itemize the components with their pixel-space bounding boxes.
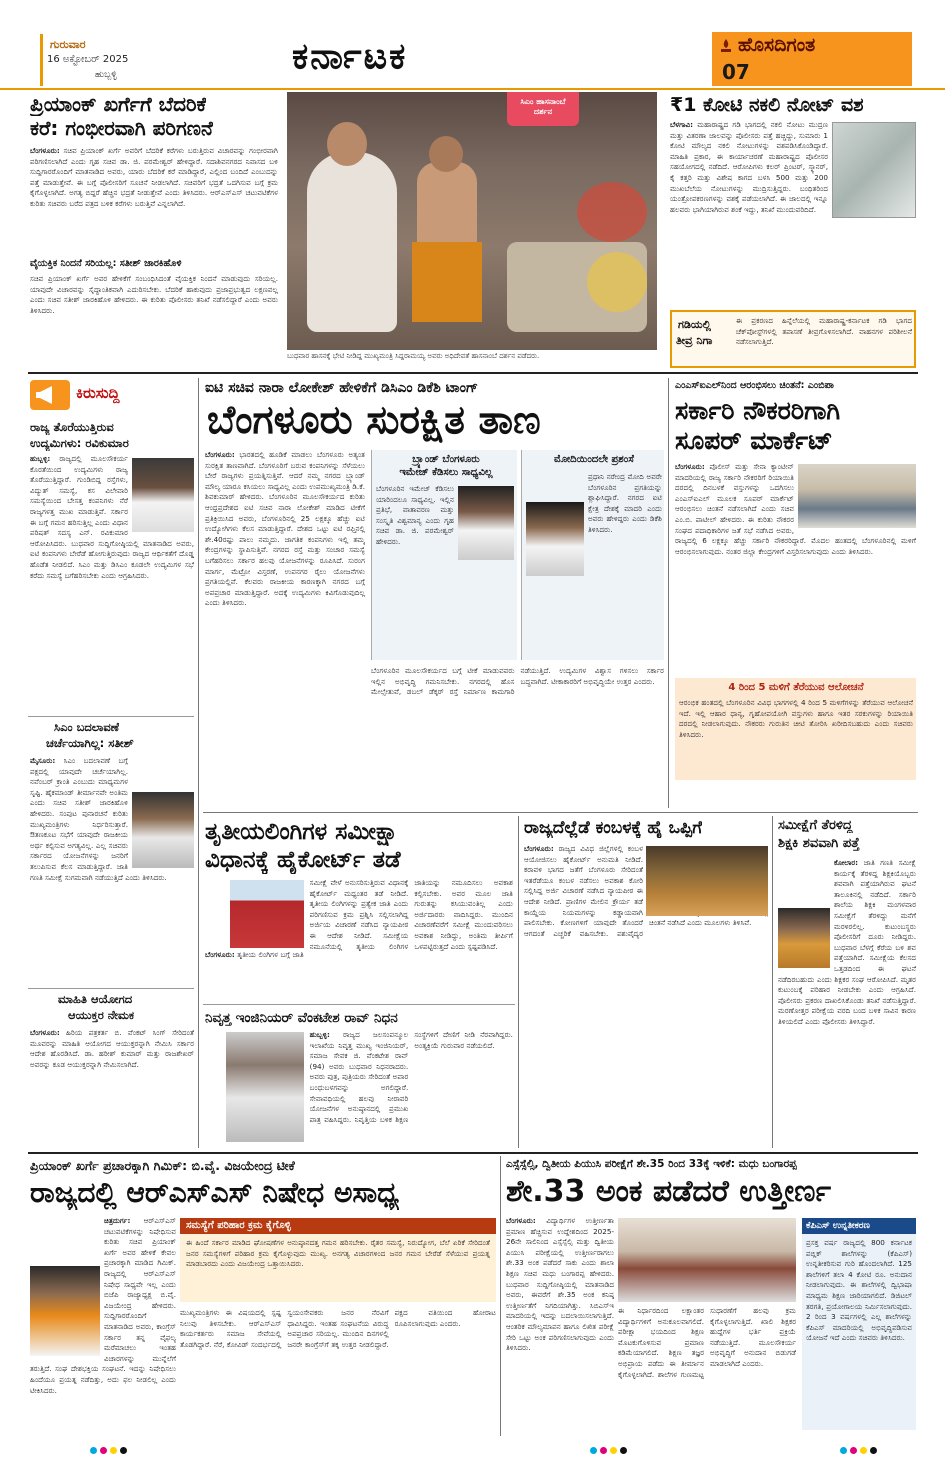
rss-body2: ಮುಖ್ಯಮಂತ್ರಿಗಳು ಈ ವಿಷಯದಲ್ಲಿ ಸ್ಪಷ್ಟ ನಿಲುವು ತಿಳಿಸಬೇಕು. ಆರ್‌ಎಸ್‌ಎಸ್ ಕಾರ್ಯಕರ್ತರು ಸಮಾಜ ಸೇವೆಯಲ್ಲಿ ತೊಡಗಿದ್ದಾರೆ. ನೆರೆ, ಕೋವಿಡ್ ಸಂದರ್ಭದಲ್ಲಿ ಸ್ವಯಂಸೇವಕರು ಜನರ ನೆರವಿಗೆ ಧಾವಿಸಿದ್ದರು. ಇಂತಹ ಸಂಘಟನೆಯ ವಿರುದ್ಧ ಅಪಪ್ರಚಾರ ಸರಿಯಲ್ಲ. ಮುಂದಿನ ದಿನಗಳಲ್ಲಿ ಜನರೇ ಕಾಂಗ್ರೆಸ್‌ಗೆ ತಕ್ಕ ಉತ್ತರ ನೀಡಲಿದ್ದಾರೆ. ಪಕ್ಷದ ವತಿಯಿಂದ ಹೋರಾಟ ರೂಪಿಸಲಾಗುವುದು ಎಂದರು. [180, 1308, 496, 1349]
fake-notes-dateline: ಬೆಳಗಾವಿ: [670, 120, 694, 129]
fake-notes-title: ₹1 ಕೋಟಿ ನಕಲಿ ನೋಟ್ ವಶ [670, 94, 864, 116]
supermarket-photo [798, 464, 916, 528]
obit-dateline: ಹುಬ್ಬಳ್ಳಿ: [309, 1030, 330, 1039]
story-obituary [203, 1008, 515, 1148]
blr-dateline: ಬೆಂಗಳೂರು: [205, 450, 235, 459]
teacher-text: ಜಾತಿ ಗಣತಿ ಸಮೀಕ್ಷೆ ಕಾರ್ಯಕ್ಕೆ ತೆರಳಿದ್ದ ಶಿಕ್ಷಕಿಯೊಬ್ಬರು ಶವವಾಗಿ ಪತ್ತೆಯಾಗಿರುವ ಘಟನೆ ತಾಲೂಕಿನಲ್ಲಿ ನಡೆದಿದೆ. ಸರ್ಕಾರಿ ಶಾಲೆಯ ಶಿಕ್ಷಕಿ ಮಂಗಳವಾರ ಸಮೀಕ್ಷೆಗೆ ತೆರಳಿದ್ದು ಮನೆಗೆ ಮರಳಿರಲಿಲ್ಲ. ಕುಟುಂಬಸ್ಥರು ಪೊಲೀಸರಿಗೆ ದೂರು ನೀಡಿದ್ದರು. ಬುಧವಾರ ಬೆಳಗ್ಗೆ ಕೆರೆಯ ಬಳಿ ಶವ ಪತ್ತೆಯಾಗಿದೆ. ಸಮೀಕ್ಷೆಯ ಕೆಲಸದ ಒತ್ತಡದಿಂದ ಈ ಘಟನೆ ನಡೆದಿರಬಹುದು ಎಂದು ಶಿಕ್ಷಕರ ಸಂಘ ಆರೋಪಿಸಿದೆ. ಮೃತರ ಕುಟುಂಬಕ್ಕೆ ಪರಿಹಾರ ನೀಡಬೇಕು ಎಂದು ಆಗ್ರಹಿಸಿದೆ. ಪೊಲೀಸರು ಪ್ರಕರಣ ದಾಖಲಿಸಿಕೊಂಡು ತನಿಖೆ ನಡೆಸುತ್ತಿದ್ದಾರೆ. ಮರಣೋತ್ತರ ಪರೀಕ್ಷೆಯ ವರದಿ ಬಂದ ಬಳಿಕ ಸಾವಿನ ಕಾರಣ ತಿಳಿಯಲಿದೆ ಎಂದು ಪೊಲೀಸರು ತಿಳಿಸಿದ್ದಾರೆ. [778, 858, 916, 1026]
cm-temple-photo [287, 92, 657, 350]
exam-dateline: ಬೆಂಗಳೂರು: [506, 1216, 536, 1225]
tg-title-2: ವಿಧಾನಕ್ಕೆ ಹೈಕೋರ್ಟ್ ತಡೆ [205, 847, 401, 873]
blr-box2-title: ಮೋದಿಯಿಂದಲೇ ಪ್ರಶಂಸೆ [554, 454, 634, 465]
exam-kicker: ಎಸ್ಸೆಸ್ಸೆಲ್ಸಿ, ದ್ವಿತೀಯ ಪಿಯುಸಿ ಪರೀಕ್ಷೆಗೆ ಶೇ.35 ರಿಂದ 33ಕ್ಕೆ ಇಳಿಕೆ: ಮಧು ಬಂಗಾರಪ್ಪ [506, 1158, 797, 1170]
supermarket-box-body: ಆರಂಭಿಕ ಹಂತದಲ್ಲಿ ಬೆಂಗಳೂರಿನ ವಿವಿಧ ಭಾಗಗಳಲ್ಲಿ 4 ರಿಂದ 5 ಮಳಿಗೆಗಳನ್ನು ತೆರೆಯುವ ಆಲೋಚನೆ ಇದೆ. ಇಲ್ಲಿ ಆಹಾರ ಧಾನ್ಯ, ಗೃಹೋಪಯೋಗಿ ವಸ್ತುಗಳು ಹಾಗೂ ಇತರ ಸರಕುಗಳನ್ನು ರಿಯಾಯಿತಿ ದರದಲ್ಲಿ ನೀಡಲಾಗುವುದು. ನೌಕರರು ಗುರುತಿನ ಚೀಟಿ ತೋರಿಸಿ ಖರೀದಿಸಬಹುದು ಎಂದು ಸಚಿವರು ತಿಳಿಸಿದರು. [679, 698, 913, 739]
blr-box1-title-2: ಇಮೇಜ್ ಕೆಡಿಸಲು ಸಾಧ್ಯವಿಲ್ಲ [399, 467, 493, 478]
blr-box2-text: ಪ್ರಧಾನಿ ನರೇಂದ್ರ ಮೋದಿ ಅವರೇ ಬೆಂಗಳೂರಿನ ಪ್ರಗತಿಯನ್ನು ಶ್ಲಾಘಿಸಿದ್ದಾರೆ. ನಗರದ ಐಟಿ ಕ್ಷೇತ್ರ ದೇಶಕ್ಕೆ ಮಾದರಿ ಎಂದು ಅವರು ಹೇಳಿದ್ದರು ಎಂದು ಡಿಕೆಶಿ ತಿಳಿಸಿದರು. [588, 472, 662, 534]
blr-box1 [371, 450, 517, 660]
tg-title-1: ತೃತೀಯಲಿಂಗಿಗಳ ಸಮೀಕ್ಷಾ [205, 819, 399, 845]
high-court-photo [230, 880, 304, 948]
story-supermarket [673, 378, 918, 808]
story-threat-sub-body: ಸಚಿವ ಪ್ರಿಯಾಂಕ್ ಖರ್ಗೆ ಅವರ ಹೇಳಿಕೆಗೆ ಸಂಬಂಧಿಸಿದಂತೆ ವೈಯಕ್ತಿಕ ನಿಂದನೆ ಮಾಡುವುದು ಸರಿಯಲ್ಲ. ಯಾವುದೇ ವಿಚಾರವನ್ನು ಸೈದ್ಧಾಂತಿಕವಾಗಿ ಎದುರಿಸಬೇಕು. ಬೆದರಿಕೆ ಹಾಕುವುದು ಪ್ರಜಾಪ್ರಭುತ್ವದ ಲಕ್ಷಣವಲ್ಲ ಎಂದು ಸಚಿವ ಸತೀಶ್ ಜಾರಕಿಹೊಳಿ ಹೇಳಿದರು. ಈ ಕುರಿತು ಪೊಲೀಸರು ತನಿಖೆ ನಡೆಸಲಿದ್ದಾರೆ ಎಂದು ಅವರು ತಿಳಿಸಿದರು. [30, 274, 278, 315]
masthead-date: 16 ಅಕ್ಟೋಬರ್ 2025 [47, 54, 129, 65]
parameshwar-photo [458, 486, 514, 560]
kirusuddi-header [28, 378, 192, 414]
n3-body [30, 1028, 194, 1144]
supermarket-text: ಪೊಲೀಸ್ ಮತ್ತು ಸೇನಾ ಕ್ಯಾಂಟೀನ್ ಮಾದರಿಯಲ್ಲಿ ರಾಜ್ಯ ಸರ್ಕಾರಿ ನೌಕರರಿಗೆ ರಿಯಾಯಿತಿ ದರದಲ್ಲಿ ದಿನಬಳಕೆ ವಸ್ತುಗಳನ್ನು ಒದಗಿಸಲು ಎಂಎಸ್‌ಐಎಲ್ ಮೂಲಕ ಸೂಪರ್ ಮಾರ್ಕೆಟ್ ಆರಂಭಿಸಲು ಚಿಂತನೆ ನಡೆಸಲಾಗಿದೆ ಎಂದು ಸಚಿವ ಎಂ.ಬಿ. ಪಾಟೀಲ್ ಹೇಳಿದರು. ಈ ಕುರಿತು ನೌಕರರ ಸಂಘದ ಪದಾಧಿಕಾರಿಗಳ ಜತೆ ಸಭೆ ನಡೆಸಿದ ಅವರು, ರಾಜ್ಯದಲ್ಲಿ 6 ಲಕ್ಷಕ್ಕೂ ಹೆಚ್ಚು ಸರ್ಕಾರಿ ನೌಕರರಿದ್ದಾರೆ. ಮೊದಲ ಹಂತದಲ್ಲಿ ಬೆಂಗಳೂರಿನಲ್ಲಿ ಮಳಿಗೆ ಆರಂಭಿಸಲಾಗುವುದು. ನಂತರ ಜಿಲ್ಲಾ ಕೇಂದ್ರಗಳಿಗೆ ವಿಸ್ತರಿಸಲಾಗುವುದು ಎಂದು ತಿಳಿಸಿದರು. [675, 462, 916, 556]
rss-box-body: ಈ ಹಿಂದೆ ಸರ್ಕಾರ ಮಾಡಿದ ಘೋಷಣೆಗಳ ಅನುಷ್ಠಾನದತ್ತ ಗಮನ ಹರಿಸಬೇಕು. ರೈತರ ಸಮಸ್ಯೆ, ನಿರುದ್ಯೋಗ, ಬೆಲೆ ಏರಿಕೆ ಸೇರಿದಂತೆ ಜನರ ಸಮಸ್ಯೆಗಳಿಗೆ ಪರಿಹಾರ ಕ್ರಮ ಕೈಗೊಳ್ಳುವುದು ಮುಖ್ಯ. ಅನಗತ್ಯ ವಿಚಾರಗಳಿಂದ ಜನರ ಗಮನ ಬೇರೆಡೆ ಸೆಳೆಯುವ ಪ್ರಯತ್ನ ಮಾಡಬಾರದು ಎಂದು ವಿಜಯೇಂದ್ರ ಒತ್ತಾಯಿಸಿದರು. [186, 1238, 490, 1269]
n2-dateline: ಮೈಸೂರು: [30, 756, 56, 765]
obit-title: ನಿವೃತ್ತ ಇಂಜಿನಿಯರ್ ವೆಂಕಟೇಶ ರಾವ್ ನಿಧನ [205, 1010, 398, 1026]
n3-title-1: ಮಾಹಿತಿ ಆಯೋಗದ [58, 992, 133, 1006]
story-threat-title-1: ಪ್ರಿಯಾಂಕ್ ಖರ್ಗೆಗೆ ಬೆದರಿಕೆ [30, 92, 207, 116]
kambala-text: ರಾಜ್ಯದ ವಿವಿಧ ಜಿಲ್ಲೆಗಳಲ್ಲಿ ಕಂಬಳ ಆಯೋಜಿಸಲು ಹೈಕೋರ್ಟ್ ಅನುಮತಿ ನೀಡಿದೆ. ಕರಾವಳಿ ಭಾಗದ ಜತೆಗೆ ಬೆಂಗಳೂರು ಸೇರಿದಂತೆ ಇತರೆಡೆಯೂ ಕಂಬಳ ನಡೆಸಲು ಅವಕಾಶ ಕೋರಿ ಸಲ್ಲಿಸಿದ್ದ ಅರ್ಜಿ ವಿಚಾರಣೆ ನಡೆಸಿದ ನ್ಯಾಯಪೀಠ ಈ ಆದೇಶ ನೀಡಿದೆ. ಪ್ರಾಣಿಗಳ ಮೇಲಿನ ಕ್ರೌರ್ಯ ತಡೆ ಕಾಯ್ದೆಯ ನಿಯಮಗಳನ್ನು ಕಡ್ಡಾಯವಾಗಿ ಪಾಲಿಸಬೇಕು. ಕೋಣಗಳಿಗೆ ಯಾವುದೇ ತೊಂದರೆ ಆಗದಂತೆ ಎಚ್ಚರಿಕೆ ವಹಿಸಬೇಕು. ಪಶುವೈದ್ಯರ ಚಿಂತನೆ ನಡೆಸಿದೆ ಎಂದು ಮೂಲಗಳು ತಿಳಿಸಿವೆ. [524, 844, 752, 938]
paper-logo-box [712, 32, 912, 86]
blr-kicker: ಐಟಿ ಸಚಿವ ನಾರಾ ಲೋಕೇಶ್ ಹೇಳಿಕೆಗೆ ಡಿಸಿಎಂ ಡಿಕೆಶಿ ಟಾಂಗ್ [205, 380, 479, 396]
section-title: ಕರ್ನಾಟಕ [292, 36, 408, 77]
fake-notes-photo [832, 122, 916, 218]
cm-temple-caption: ಬುಧವಾರ ಹಾಸನಕ್ಕೆ ಭೇಟಿ ನೀಡಿದ್ದ ಮುಖ್ಯಮಂತ್ರಿ ಸಿದ್ದರಾಮಯ್ಯ ಅವರು ಅಧಿದೇವತೆ ಹಾಸನಾಂಬೆ ದರ್ಶನ ಪಡೆದರು. [287, 352, 540, 360]
n2-title-1: ಸಿಎಂ ಬದಲಾವಣೆ [54, 720, 120, 734]
rss-body [30, 1216, 176, 1430]
n2-title-2: ಚರ್ಚೆಯಾಗಿಲ್ಲ: ಸತೀಶ್ [46, 736, 134, 750]
story-teacher [776, 816, 918, 1148]
n3-title-2: ಆಯುಕ್ತರ ನೇಮಕ [68, 1008, 135, 1022]
dks-photo [526, 502, 584, 576]
fake-notes-body-col [670, 120, 916, 304]
tg-dateline: ಬೆಂಗಳೂರು: [205, 950, 235, 959]
supermarket-box [675, 678, 916, 780]
teacher-title-1: ಸಮೀಕ್ಷೆಗೆ ತೆರಳಿದ್ದ [778, 818, 853, 833]
rss-box [180, 1218, 496, 1302]
kps-box [802, 1218, 916, 1430]
story-threat-subhead: ವೈಯಕ್ತಿಕ ನಿಂದನೆ ಸರಿಯಲ್ಲ: ಸತೀಶ್ ಜಾರಕಿಹೊಳಿ [30, 258, 182, 269]
n1-title-2: ಉದ್ಯಮಿಗಳು: ರವಿಕುಮಾರ [30, 436, 129, 450]
story-threat-body [30, 146, 278, 254]
rss-text: ಆರ್‌ಎಸ್‌ಎಸ್ ಚಟುವಟಿಕೆಗಳನ್ನು ನಿಷೇಧಿಸುವ ಕುರಿತು ಸಚಿವ ಪ್ರಿಯಾಂಕ್ ಖರ್ಗೆ ಅವರ ಹೇಳಿಕೆ ಕೇವಲ ಪ್ರಚಾರಕ್ಕಾಗಿ ಮಾಡಿದ ಗಿಮಿಕ್. ರಾಜ್ಯದಲ್ಲಿ ಆರ್‌ಎಸ್‌ಎಸ್ ನಿಷೇಧ ಸಾಧ್ಯವೇ ಇಲ್ಲ ಎಂದು ಬಿಜೆಪಿ ರಾಜ್ಯಾಧ್ಯಕ್ಷ ಬಿ.ವೈ. ವಿಜಯೇಂದ್ರ ಹೇಳಿದರು. ಸುದ್ದಿಗಾರರೊಂದಿಗೆ ಮಾತನಾಡಿದ ಅವರು, ಕಾಂಗ್ರೆಸ್ ಸರ್ಕಾರ ತನ್ನ ವೈಫಲ್ಯ ಮರೆಮಾಚಲು ಇಂತಹ ವಿಚಾರಗಳನ್ನು ಮುನ್ನೆಲೆಗೆ ತರುತ್ತಿದೆ. ಸಂಘ ದೇಶಭಕ್ತಿಯ ಸಂಘಟನೆ. ಇದನ್ನು ನಿಷೇಧಿಸಲು ಹಿಂದೆಯೂ ಪ್ರಯತ್ನ ನಡೆದಿತ್ತು, ಅದು ಫಲ ನೀಡಲಿಲ್ಲ ಎಂದು ಟೀಕಿಸಿದರು. [30, 1216, 176, 1395]
teacher-title-2: ಶಿಕ್ಷಕಿ ಶವವಾಗಿ ಪತ್ತೆ [778, 836, 860, 851]
kirusuddi-label: ಕಿರುಸುದ್ದಿ [76, 384, 120, 402]
n1-photo [132, 458, 194, 532]
tg-text: ತೃತೀಯ ಲಿಂಗಿಗಳ ಬಗ್ಗೆ ಜಾತಿ ಸಮೀಕ್ಷೆ ವೇಳೆ ಅನುಸರಿಸುತ್ತಿರುವ ವಿಧಾನಕ್ಕೆ ಹೈಕೋರ್ಟ್ ಮಧ್ಯಂತರ ತಡೆ ನೀಡಿದೆ. ತೃತೀಯ ಲಿಂಗಿಗಳನ್ನು ಪ್ರತ್ಯೇಕ ಜಾತಿ ಎಂದು ಪರಿಗಣಿಸುವ ಕ್ರಮ ಪ್ರಶ್ನಿಸಿ ಸಲ್ಲಿಸಲಾಗಿದ್ದ ಅರ್ಜಿಯ ವಿಚಾರಣೆ ನಡೆಸಿದ ನ್ಯಾಯಪೀಠ ಈ ಆದೇಶ ನೀಡಿದೆ. ಸಮೀಕ್ಷೆಯ ನಮೂನೆಯಲ್ಲಿ ತೃತೀಯ ಲಿಂಗಿಗಳ ಜಾತಿಯನ್ನು ನಮೂದಿಸಲು ಅವಕಾಶ ಕಲ್ಪಿಸಬೇಕು. ಅವರ ಮೂಲ ಜಾತಿ ಗುರುತನ್ನು ಕಸಿಯುವಂತಿಲ್ಲ ಎಂದು ಅರ್ಜಿದಾರರು ವಾದಿಸಿದ್ದರು. ಮುಂದಿನ ವಿಚಾರಣೆವರೆಗೆ ಸಮೀಕ್ಷೆ ಮುಂದುವರಿಸಲು ಅವಕಾಶ ನೀಡಿದ್ದು, ಅಂತಿಮ ತೀರ್ಪಿಗೆ ಒಳಪಟ್ಟಿರುತ್ತದೆ ಎಂದು ಸ್ಪಷ್ಟಪಡಿಸಿದೆ. [237, 878, 513, 959]
supermarket-kicker: ಎಂಎಸ್‌ಐಎಲ್‌ನಿಂದ ಆರಂಭಿಸಲು ಚಿಂತನೆ: ಎಂಬಿಪಾ [675, 380, 834, 391]
rss-kicker: ಪ್ರಿಯಾಂಕ್ ಖರ್ಗೆ ಪ್ರಚಾರಕ್ಕಾಗಿ ಗಿಮಿಕ್: ಬಿ.ವೈ. ವಿಜಯೇಂದ್ರ ಟೀಕೆ [30, 1158, 295, 1173]
kps-box-body: ಪ್ರಸಕ್ತ ವರ್ಷ ರಾಜ್ಯದಲ್ಲಿ 800 ಕರ್ನಾಟಕ ಪಬ್ಲಿಕ್ ಶಾಲೆಗಳನ್ನು (ಕೆಪಿಎಸ್) ಉನ್ನತೀಕರಿಸುವ ಗುರಿ ಹೊಂದಲಾಗಿದೆ. 125 ಶಾಲೆಗಳಿಗೆ ತಲಾ 4 ಕೋಟಿ ರೂ. ಅನುದಾನ ನೀಡಲಾಗುವುದು. ಈ ಶಾಲೆಗಳಲ್ಲಿ ದ್ವಿಭಾಷಾ ಮಾಧ್ಯಮ ಶಿಕ್ಷಣ ಜಾರಿಯಾಗಲಿದೆ. ಡಿಜಿಟಲ್ ತರಗತಿ, ಪ್ರಯೋಗಾಲಯ ನಿರ್ಮಿಸಲಾಗುವುದು. 2 ರಿಂದ 3 ವರ್ಷಗಳಲ್ಲಿ ಎಲ್ಲ ಶಾಲೆಗಳನ್ನು ಕೆಪಿಎಸ್ ಮಾದರಿಯಲ್ಲಿ ಅಭಿವೃದ್ಧಿಪಡಿಸುವ ಯೋಜನೆ ಇದೆ ಎಂದು ಸಚಿವರು ತಿಳಿಸಿದರು. [806, 1238, 912, 1343]
story-rss [28, 1156, 498, 1436]
story-threat-title-2: ಕರೆ: ಗಂಭೀರವಾಗಿ ಪರಿಗಣನೆ [30, 116, 213, 140]
teacher-body [778, 858, 916, 1144]
obit-body [205, 1030, 513, 1146]
n3-dateline: ಬೆಂಗಳೂರು: [30, 1028, 60, 1037]
blr-body2: ಬೆಂಗಳೂರಿನ ಮೂಲಸೌಕರ್ಯದ ಬಗ್ಗೆ ಟೀಕೆ ಮಾಡುವವರು ಇಲ್ಲಿನ ಅಭಿವೃದ್ಧಿ ಗಮನಿಸಬೇಕು. ನಗರದಲ್ಲಿ ಹೊಸ ಮೇಲ್ಸೇತುವೆ, ಡಬಲ್ ಡೆಕ್ಕರ್ ರಸ್ತೆ ನಿರ್ಮಾಣ ಕಾಮಗಾರಿ ನಡೆಯುತ್ತಿದೆ. ಉದ್ಯಮಿಗಳ ವಿಶ್ವಾಸ ಗಳಿಸಲು ಸರ್ಕಾರ ಬದ್ಧವಾಗಿದೆ. ಟೀಕಾಕಾರರಿಗೆ ಅಭಿವೃದ್ಧಿಯೇ ಉತ್ತರ ಎಂದರು. [371, 666, 664, 697]
supermarket-dateline: ಬೆಂಗಳೂರು: [675, 462, 705, 471]
story-threat-dateline: ಬೆಂಗಳೂರು: [30, 146, 60, 155]
rss-title: ರಾಜ್ಯದಲ್ಲಿ ಆರ್‌ಎಸ್‌ಎಸ್ ನಿಷೇಧ ಅಸಾಧ್ಯ [30, 1176, 400, 1209]
story-threat-call [28, 90, 280, 372]
lamp-icon [718, 38, 734, 54]
cm-temple-tag-line1: ಸಿಎಂ ಹಾಸನಾಂಬೆ [520, 97, 566, 106]
masthead-city: ಹುಬ್ಬಳ್ಳಿ [95, 70, 117, 80]
supermarket-box-title: 4 ರಿಂದ 5 ಮಳಿಗೆ ತೆರೆಯುವ ಆಲೋಚನೆ [728, 682, 864, 693]
story-threat-text: ಸಚಿವ ಪ್ರಿಯಾಂಕ್ ಖರ್ಗೆ ಅವರಿಗೆ ಬೆದರಿಕೆ ಕರೆಗಳು ಬರುತ್ತಿರುವ ವಿಚಾರವನ್ನು ಗಂಭೀರವಾಗಿ ಪರಿಗಣಿಸಲಾಗಿದೆ ಎಂದು ಗೃಹ ಸಚಿವ ಡಾ. ಜಿ. ಪರಮೇಶ್ವರ್ ಹೇಳಿದ್ದಾರೆ. ಸದಾಶಿವನಗರದ ನಿವಾಸದ ಬಳಿ ಸುದ್ದಿಗಾರರೊಂದಿಗೆ ಮಾತನಾಡಿದ ಅವರು, ಯಾರು ಬೆದರಿಕೆ ಕರೆ ಮಾಡಿದ್ದಾರೆ, ಎಲ್ಲಿಂದ ಬಂದಿದೆ ಎಂಬುದನ್ನು ಪತ್ತೆ ಮಾಡುತ್ತೇವೆ. ಈ ಬಗ್ಗೆ ಪೊಲೀಸರಿಗೆ ಸೂಚನೆ ನೀಡಲಾಗಿದೆ. ಸಚಿವರಿಗೆ ಭದ್ರತೆ ಒದಗಿಸುವ ಬಗ್ಗೆ ಕ್ರಮ ಕೈಗೊಳ್ಳಲಾಗಿದೆ. ಅಗತ್ಯ ಬಿದ್ದರೆ ಹೆಚ್ಚಿನ ಭದ್ರತೆ ನೀಡುತ್ತೇವೆ ಎಂದು ತಿಳಿಸಿದರು. ಆರ್‌ಎಸ್‌ಎಸ್ ಚಟುವಟಿಕೆಗಳ ಕುರಿತು ಸಚಿವರು ಬರೆದ ಪತ್ರದ ಬಳಿಕ ಕರೆಗಳು ಬರುತ್ತಿವೆ ಎನ್ನಲಾಗಿದೆ. [30, 146, 278, 208]
blr-box2 [521, 450, 664, 660]
n2-body [30, 756, 194, 982]
blr-box1-title-1: ಬ್ರ್ಯಾಂಡ್ ಬೆಂಗಳೂರು [412, 454, 480, 465]
tg-body [205, 878, 513, 998]
story-exam [504, 1156, 918, 1436]
teacher-photo [778, 908, 830, 968]
masthead-day: ಗುರುವಾರ [50, 38, 86, 51]
blr-box1-body [376, 484, 514, 656]
teacher-dateline: ಕೋಲಾರ: [834, 858, 859, 867]
cm-temple-tag-line2: ದರ್ಶನ [533, 107, 553, 116]
obit-photo [226, 1032, 304, 1142]
blr-body [205, 450, 365, 758]
supermarket-title-1: ಸರ್ಕಾರಿ ನೌಕರರಿಗಾಗಿ [675, 396, 841, 425]
blr-title: ಬೆಂಗಳೂರು ಸುರಕ್ಷಿತ ತಾಣ [207, 398, 541, 443]
rss-box-title: ಸಮಸ್ಯೆಗೆ ಪರಿಹಾರ ಕ್ರಮ ಕೈಗೊಳ್ಳಿ [180, 1218, 496, 1234]
supermarket-title-2: ಸೂಪರ್ ಮಾರ್ಕೆಟ್ [675, 426, 833, 455]
rss-dateline: ಚಿತ್ರದುರ್ಗ: [104, 1216, 131, 1225]
supermarket-body [675, 462, 916, 672]
kambala-photo [646, 846, 768, 916]
story-kambala [522, 816, 770, 1148]
story-bengaluru-safe [203, 378, 666, 808]
obit-text: ರಾಜ್ಯದ ಜಲಸಂಪನ್ಮೂಲ ಇಲಾಖೆಯ ನಿವೃತ್ತ ಮುಖ್ಯ ಇಂಜಿನಿಯರ್, ಸಮಾಜ ಸೇವಕ ಜಿ. ವೆಂಕಟೇಶ ರಾವ್ (94) ಅವರು ಬುಧವಾರ ನಿಧನರಾದರು. ಅವರು ಪುತ್ರ, ಪುತ್ರಿಯರು ಸೇರಿದಂತೆ ಅಪಾರ ಬಂಧುಬಳಗವನ್ನು ಅಗಲಿದ್ದಾರೆ. ಸೇವಾವಧಿಯಲ್ಲಿ ಹಲವು ನೀರಾವರಿ ಯೋಜನೆಗಳ ಅನುಷ್ಠಾನದಲ್ಲಿ ಪ್ರಮುಖ ಪಾತ್ರ ವಹಿಸಿದ್ದರು. ನಿವೃತ್ತಿಯ ಬಳಿಕ ಶಿಕ್ಷಣ ಸಂಸ್ಥೆಗಳಿಗೆ ದೇಣಿಗೆ ನೀಡಿ ನೆರವಾಗಿದ್ದರು. ಅಂತ್ಯಕ್ರಿಯೆ ಗುರುವಾರ ನಡೆಯಲಿದೆ. [309, 1030, 513, 1124]
blr-box1-text: ಬೆಂಗಳೂರಿನ ಇಮೇಜ್ ಕೆಡಿಸಲು ಯಾರಿಂದಲೂ ಸಾಧ್ಯವಿಲ್ಲ. ಇಲ್ಲಿನ ಪ್ರತಿಭೆ, ವಾತಾವರಣ ಮತ್ತು ಸಂಸ್ಕೃತಿ ವಿಶ್ವಮಾನ್ಯ ಎಂದು ಗೃಹ ಸಚಿವ ಡಾ. ಜಿ. ಪರಮೇಶ್ವರ್ ಹೇಳಿದರು. [376, 484, 454, 546]
exam-text: ವಿದ್ಯಾರ್ಥಿಗಳ ಉತ್ತೀರ್ಣತಾ ಪ್ರಮಾಣ ಹೆಚ್ಚಿಸುವ ಉದ್ದೇಶದಿಂದ 2025-26ನೇ ಸಾಲಿನಿಂದ ಎಸ್ಸೆಸ್ಸೆಲ್ಸಿ ಮತ್ತು ದ್ವಿತೀಯ ಪಿಯುಸಿ ಪರೀಕ್ಷೆಯಲ್ಲಿ ಉತ್ತೀರ್ಣರಾಗಲು ಶೇ.33 ಅಂಕ ಪಡೆದರೆ ಸಾಕು ಎಂದು ಶಾಲಾ ಶಿಕ್ಷಣ ಸಚಿವ ಮಧು ಬಂಗಾರಪ್ಪ ಹೇಳಿದರು. ಬುಧವಾರ ಸುದ್ದಿಗೋಷ್ಠಿಯಲ್ಲಿ ಮಾತನಾಡಿದ ಅವರು, ಈವರೆಗೆ ಶೇ.35 ಅಂಕ ಕನಿಷ್ಠ ಉತ್ತೀರ್ಣತೆಗೆ ನಿಗದಿಯಾಗಿತ್ತು. ಸಿಬಿಎಸ್‌ಇ ಮಾದರಿಯಲ್ಲಿ ಇದನ್ನು ಬದಲಾಯಿಸಲಾಗುತ್ತಿದೆ. ಆಂತರಿಕ ಮೌಲ್ಯಮಾಪನ ಹಾಗೂ ಲಿಖಿತ ಪರೀಕ್ಷೆ ಸೇರಿ ಒಟ್ಟು ಅಂಕ ಪರಿಗಣಿಸಲಾಗುವುದು ಎಂದು ತಿಳಿಸಿದರು. [506, 1216, 614, 1353]
vijayendra-photo [30, 1266, 100, 1356]
n1-title-1: ರಾಜ್ಯ ತೊರೆಯುತ್ತಿರುವ [30, 420, 114, 434]
kps-box-title: ಕೆಪಿಎಸ್ ಉನ್ನತೀಕರಣ [802, 1218, 916, 1234]
n1-dateline: ಹುಬ್ಬಳ್ಳಿ: [30, 454, 51, 463]
fake-notes-box-title2: ತೀವ್ರ ನಿಗಾ [676, 334, 713, 347]
exam-body [506, 1216, 614, 1430]
n1-body [30, 454, 194, 714]
story-fake-notes [668, 92, 918, 372]
masthead-date-box [40, 34, 130, 86]
n2-photo [132, 792, 194, 868]
blr-box2-body [526, 472, 662, 656]
kirusuddi-column [28, 378, 196, 1148]
cm-temple-tag [507, 92, 579, 126]
blr-text: ಭಾರತದಲ್ಲಿ ಹೂಡಿಕೆ ಮಾಡಲು ಬೆಂಗಳೂರು ಅತ್ಯಂತ ಸುರಕ್ಷಿತ ತಾಣವಾಗಿದೆ. ಬೆಂಗಳೂರಿಗೆ ಬರುವ ಕಂಪನಿಗಳನ್ನು ಸೆಳೆಯಲು ಬೇರೆ ರಾಜ್ಯಗಳು ಪ್ರಯತ್ನಿಸುತ್ತಿವೆ. ಆದರೆ ನಮ್ಮ ನಗರದ ಬ್ರ್ಯಾಂಡ್ ಮೌಲ್ಯ ಯಾರೂ ಕಸಿಯಲು ಸಾಧ್ಯವಿಲ್ಲ ಎಂದು ಉಪಮುಖ್ಯಮಂತ್ರಿ ಡಿ.ಕೆ. ಶಿವಕುಮಾರ್ ಹೇಳಿದರು. ಬೆಂಗಳೂರಿನ ಮೂಲಸೌಕರ್ಯದ ಕುರಿತು ಆಂಧ್ರಪ್ರದೇಶದ ಐಟಿ ಸಚಿವ ನಾರಾ ಲೋಕೇಶ್ ಮಾಡಿದ ಟೀಕೆಗೆ ಪ್ರತಿಕ್ರಿಯಿಸಿದ ಅವರು, ಬೆಂಗಳೂರಿನಲ್ಲಿ 25 ಲಕ್ಷಕ್ಕೂ ಹೆಚ್ಚು ಐಟಿ ಉದ್ಯೋಗಿಗಳು ಕೆಲಸ ಮಾಡುತ್ತಿದ್ದಾರೆ. ದೇಶದ ಒಟ್ಟು ಐಟಿ ರಫ್ತಿನಲ್ಲಿ ಶೇ.40ರಷ್ಟು ಪಾಲು ನಮ್ಮದು. ಜಾಗತಿಕ ಕಂಪನಿಗಳು ಇಲ್ಲಿ ತಮ್ಮ ಕೇಂದ್ರಗಳನ್ನು ಸ್ಥಾಪಿಸುತ್ತಿವೆ. ನಗರದ ರಸ್ತೆ ಮತ್ತು ಸಂಚಾರ ಸಮಸ್ಯೆ ಬಗೆಹರಿಸಲು ಸರ್ಕಾರ ಹಲವು ಯೋಜನೆಗಳನ್ನು ರೂಪಿಸಿದೆ. ಸುರಂಗ ಮಾರ್ಗ, ಮೆಟ್ರೋ ವಿಸ್ತರಣೆ, ಉಪನಗರ ರೈಲು ಯೋಜನೆಗಳು ಪ್ರಗತಿಯಲ್ಲಿವೆ. ಕೆಲವರು ರಾಜಕೀಯ ಕಾರಣಕ್ಕಾಗಿ ನಗರದ ಬಗ್ಗೆ ಅಪಪ್ರಚಾರ ಮಾಡುತ್ತಿದ್ದಾರೆ. ಅದಕ್ಕೆ ಉದ್ಯಮಿಗಳು ಕಿವಿಗೊಡುವುದಿಲ್ಲ ಎಂದು ತಿಳಿಸಿದರು. [205, 450, 365, 608]
n1-text: ರಾಜ್ಯದಲ್ಲಿ ಮೂಲಸೌಕರ್ಯ ಕೊರತೆಯಿಂದ ಉದ್ಯಮಿಗಳು ರಾಜ್ಯ ತೊರೆಯುತ್ತಿದ್ದಾರೆ. ಗುಂಡಿಬಿದ್ದ ರಸ್ತೆಗಳು, ವಿದ್ಯುತ್ ಸಮಸ್ಯೆ, ಕಸ ವಿಲೇವಾರಿ ಸಮಸ್ಯೆಯಿಂದ ಬೇಸತ್ತ ಕಂಪನಿಗಳು ನೆರೆ ರಾಜ್ಯಗಳತ್ತ ಮುಖ ಮಾಡುತ್ತಿವೆ. ಸರ್ಕಾರ ಈ ಬಗ್ಗೆ ಗಮನ ಹರಿಸುತ್ತಿಲ್ಲ ಎಂದು ವಿಧಾನ ಪರಿಷತ್ ಸದಸ್ಯ ಎನ್. ರವಿಕುಮಾರ ಆರೋಪಿಸಿದರು. ಬುಧವಾರ ಸುದ್ದಿಗೋಷ್ಠಿಯಲ್ಲಿ ಮಾತನಾಡಿದ ಅವರು, ಐಟಿ ಕಂಪನಿಗಳು ಬೇರೆಡೆ ಹೋಗುತ್ತಿರುವುದು ರಾಜ್ಯದ ಆರ್ಥಿಕತೆಗೆ ದೊಡ್ಡ ಹೊಡೆತ ನೀಡಲಿದೆ. ಸಿಎಂ ಮತ್ತು ಡಿಸಿಎಂ ಕೂಡಲೇ ಉದ್ಯಮಿಗಳ ಸಭೆ ಕರೆದು ಸಮಸ್ಯೆ ಬಗೆಹರಿಸಬೇಕು ಎಂದು ಆಗ್ರಹಿಸಿದರು. [30, 454, 194, 580]
fake-notes-box-title1: ಗಡಿಯಲ್ಲಿ [678, 318, 711, 331]
cm-temple-story [287, 92, 657, 364]
n2-text: ಸಿಎಂ ಬದಲಾವಣೆ ಬಗ್ಗೆ ಪಕ್ಷದಲ್ಲಿ ಯಾವುದೇ ಚರ್ಚೆಯಾಗಿಲ್ಲ. ನವೆಂಬರ್ ಕ್ರಾಂತಿ ಎಂಬುದು ಮಾಧ್ಯಮಗಳ ಸೃಷ್ಟಿ. ಹೈಕಮಾಂಡ್ ತೀರ್ಮಾನವೇ ಅಂತಿಮ ಎಂದು ಸಚಿವ ಸತೀಶ್ ಜಾರಕಿಹೊಳಿ ಹೇಳಿದರು. ಸಂಪುಟ ಪುನಾರಚನೆ ಕುರಿತು ಮುಖ್ಯಮಂತ್ರಿಗಳು ನಿರ್ಧರಿಸುತ್ತಾರೆ. ಔತಣಕೂಟ ಸಭೆಗೆ ಯಾವುದೇ ರಾಜಕೀಯ ಅರ್ಥ ಕಲ್ಪಿಸುವ ಅಗತ್ಯವಿಲ್ಲ. ಎಲ್ಲ ಸಚಿವರು ಸರ್ಕಾರದ ಯೋಜನೆಗಳನ್ನು ಜನರಿಗೆ ತಲುಪಿಸುವ ಕೆಲಸ ಮಾಡುತ್ತಿದ್ದಾರೆ. ಜಾತಿ ಗಣತಿ ಸಮೀಕ್ಷೆ ಸುಗಮವಾಗಿ ನಡೆಯುತ್ತಿದೆ ಎಂದು ತಿಳಿಸಿದರು. [30, 756, 167, 882]
registration-dots-right [840, 1447, 877, 1454]
registration-dots-mid [590, 1447, 627, 1454]
exam-title: ಶೇ.33 ಅಂಕ ಪಡೆದರೆ ಉತ್ತೀರ್ಣ [506, 1174, 831, 1209]
kambala-title: ರಾಜ್ಯದೆಲ್ಲೆಡೆ ಕಂಬಳಕ್ಕೆ ಹೈ ಒಪ್ಪಿಗೆ [524, 818, 703, 838]
kambala-dateline: ಬೆಂಗಳೂರು: [524, 844, 554, 853]
n3-text: ಹಿರಿಯ ಪತ್ರಕರ್ತ ಬಿ. ವೆಂಕಟ್ ಸಿಂಗ್ ಸೇರಿದಂತೆ ಮೂವರನ್ನು ಮಾಹಿತಿ ಆಯೋಗದ ಆಯುಕ್ತರನ್ನಾಗಿ ನೇಮಿಸಿ ಸರ್ಕಾರ ಆದೇಶ ಹೊರಡಿಸಿದೆ. ಡಾ. ಹರೀಶ್ ಕುಮಾರ್ ಮತ್ತು ರಾಜಶೇಖರ್ ಅವರನ್ನು ಕೂಡ ಆಯುಕ್ತರನ್ನಾಗಿ ನೇಮಿಸಲಾಗಿದೆ. [30, 1028, 194, 1069]
page-number: 07 [722, 60, 750, 84]
fake-notes-text: ಮಹಾರಾಷ್ಟ್ರದ ಗಡಿ ಭಾಗದಲ್ಲಿ ನಕಲಿ ನೋಟು ಮುದ್ರಣ ಮತ್ತು ವಿತರಣಾ ಜಾಲವನ್ನು ಪೊಲೀಸರು ಪತ್ತೆ ಹಚ್ಚಿದ್ದು, ಸುಮಾರು 1 ಕೋಟಿ ಮೌಲ್ಯದ ನಕಲಿ ನೋಟುಗಳನ್ನು ವಶಪಡಿಸಿಕೊಂಡಿದ್ದಾರೆ. ಮಾಹಿತಿ ಪ್ರಕಾರ, ಈ ಕಾರ್ಯಾಚರಣೆ ಮಹಾರಾಷ್ಟ್ರದ ಪೊಲೀಸರ ಸಹಯೋಗದಲ್ಲಿ ನಡೆದಿದೆ. ಆರೋಪಿಗಳು ಕಲರ್ ಪ್ರಿಂಟರ್, ಸ್ಕ್ಯಾನರ್, ಕೈ ಕತ್ತರಿ ಮತ್ತು ವಿಶೇಷ ಕಾಗದ ಬಳಸಿ 500 ಮತ್ತು 200 ಮುಖಬೆಲೆಯ ನೋಟುಗಳನ್ನು ಮುದ್ರಿಸುತ್ತಿದ್ದರು. ಬಂಧಿತರಿಂದ ಯಂತ್ರೋಪಕರಣಗಳನ್ನು ವಶಕ್ಕೆ ಪಡೆಯಲಾಗಿದೆ. ಈ ಜಾಲದಲ್ಲಿ ಇನ್ನೂ ಹಲವರು ಭಾಗಿಯಾಗಿರುವ ಶಂಕೆ ಇದ್ದು, ತನಿಖೆ ಮುಂದುವರಿದಿದೆ. [670, 120, 828, 214]
fake-notes-box [670, 310, 916, 368]
section-title-box [292, 38, 475, 82]
story-transgender-survey [203, 816, 515, 1000]
fake-notes-box-body: ಈ ಪ್ರಕರಣದ ಹಿನ್ನೆಲೆಯಲ್ಲಿ ಮಹಾರಾಷ್ಟ್ರ-ಕರ್ನಾಟಕ ಗಡಿ ಭಾಗದ ಚೆಕ್‌ಪೋಸ್ಟ್‌ಗಳಲ್ಲಿ ತಪಾಸಣೆ ತೀವ್ರಗೊಳಿಸಲಾಗಿದೆ. ವಾಹನಗಳ ಪರಿಶೀಲನೆ ನಡೆಸಲಾಗುತ್ತಿದೆ. [736, 316, 912, 347]
registration-dots-left [90, 1447, 127, 1454]
exam-body2: ಈ ನಿರ್ಧಾರದಿಂದ ಲಕ್ಷಾಂತರ ವಿದ್ಯಾರ್ಥಿಗಳಿಗೆ ಅನುಕೂಲವಾಗಲಿದೆ. ಪರೀಕ್ಷಾ ಭಯದಿಂದ ಶಿಕ್ಷಣ ಮೊಟಕುಗೊಳಿಸುವ ಪ್ರಮಾಣ ಕಡಿಮೆಯಾಗಲಿದೆ. ಶಿಕ್ಷಣ ತಜ್ಞರ ಅಭಿಪ್ರಾಯ ಪಡೆದು ಈ ತೀರ್ಮಾನ ಕೈಗೊಳ್ಳಲಾಗಿದೆ. ಶಾಲೆಗಳ ಗುಣಮಟ್ಟ ಸುಧಾರಣೆಗೆ ಹಲವು ಕ್ರಮ ಕೈಗೊಳ್ಳಲಾಗುತ್ತಿದೆ. ಖಾಲಿ ಶಿಕ್ಷಕರ ಹುದ್ದೆಗಳ ಭರ್ತಿ ಪ್ರಕ್ರಿಯೆ ನಡೆಯುತ್ತಿದೆ. ಮೂಲಸೌಕರ್ಯ ಅಭಿವೃದ್ಧಿಗೆ ಅನುದಾನ ಬಿಡುಗಡೆ ಮಾಡಲಾಗಿದೆ ಎಂದರು. [618, 1306, 796, 1379]
masthead [0, 0, 945, 90]
paper-logo: ಹೊಸದಿಗಂತ [738, 34, 816, 56]
exam-photo [618, 1218, 796, 1302]
megaphone-icon [30, 380, 70, 410]
